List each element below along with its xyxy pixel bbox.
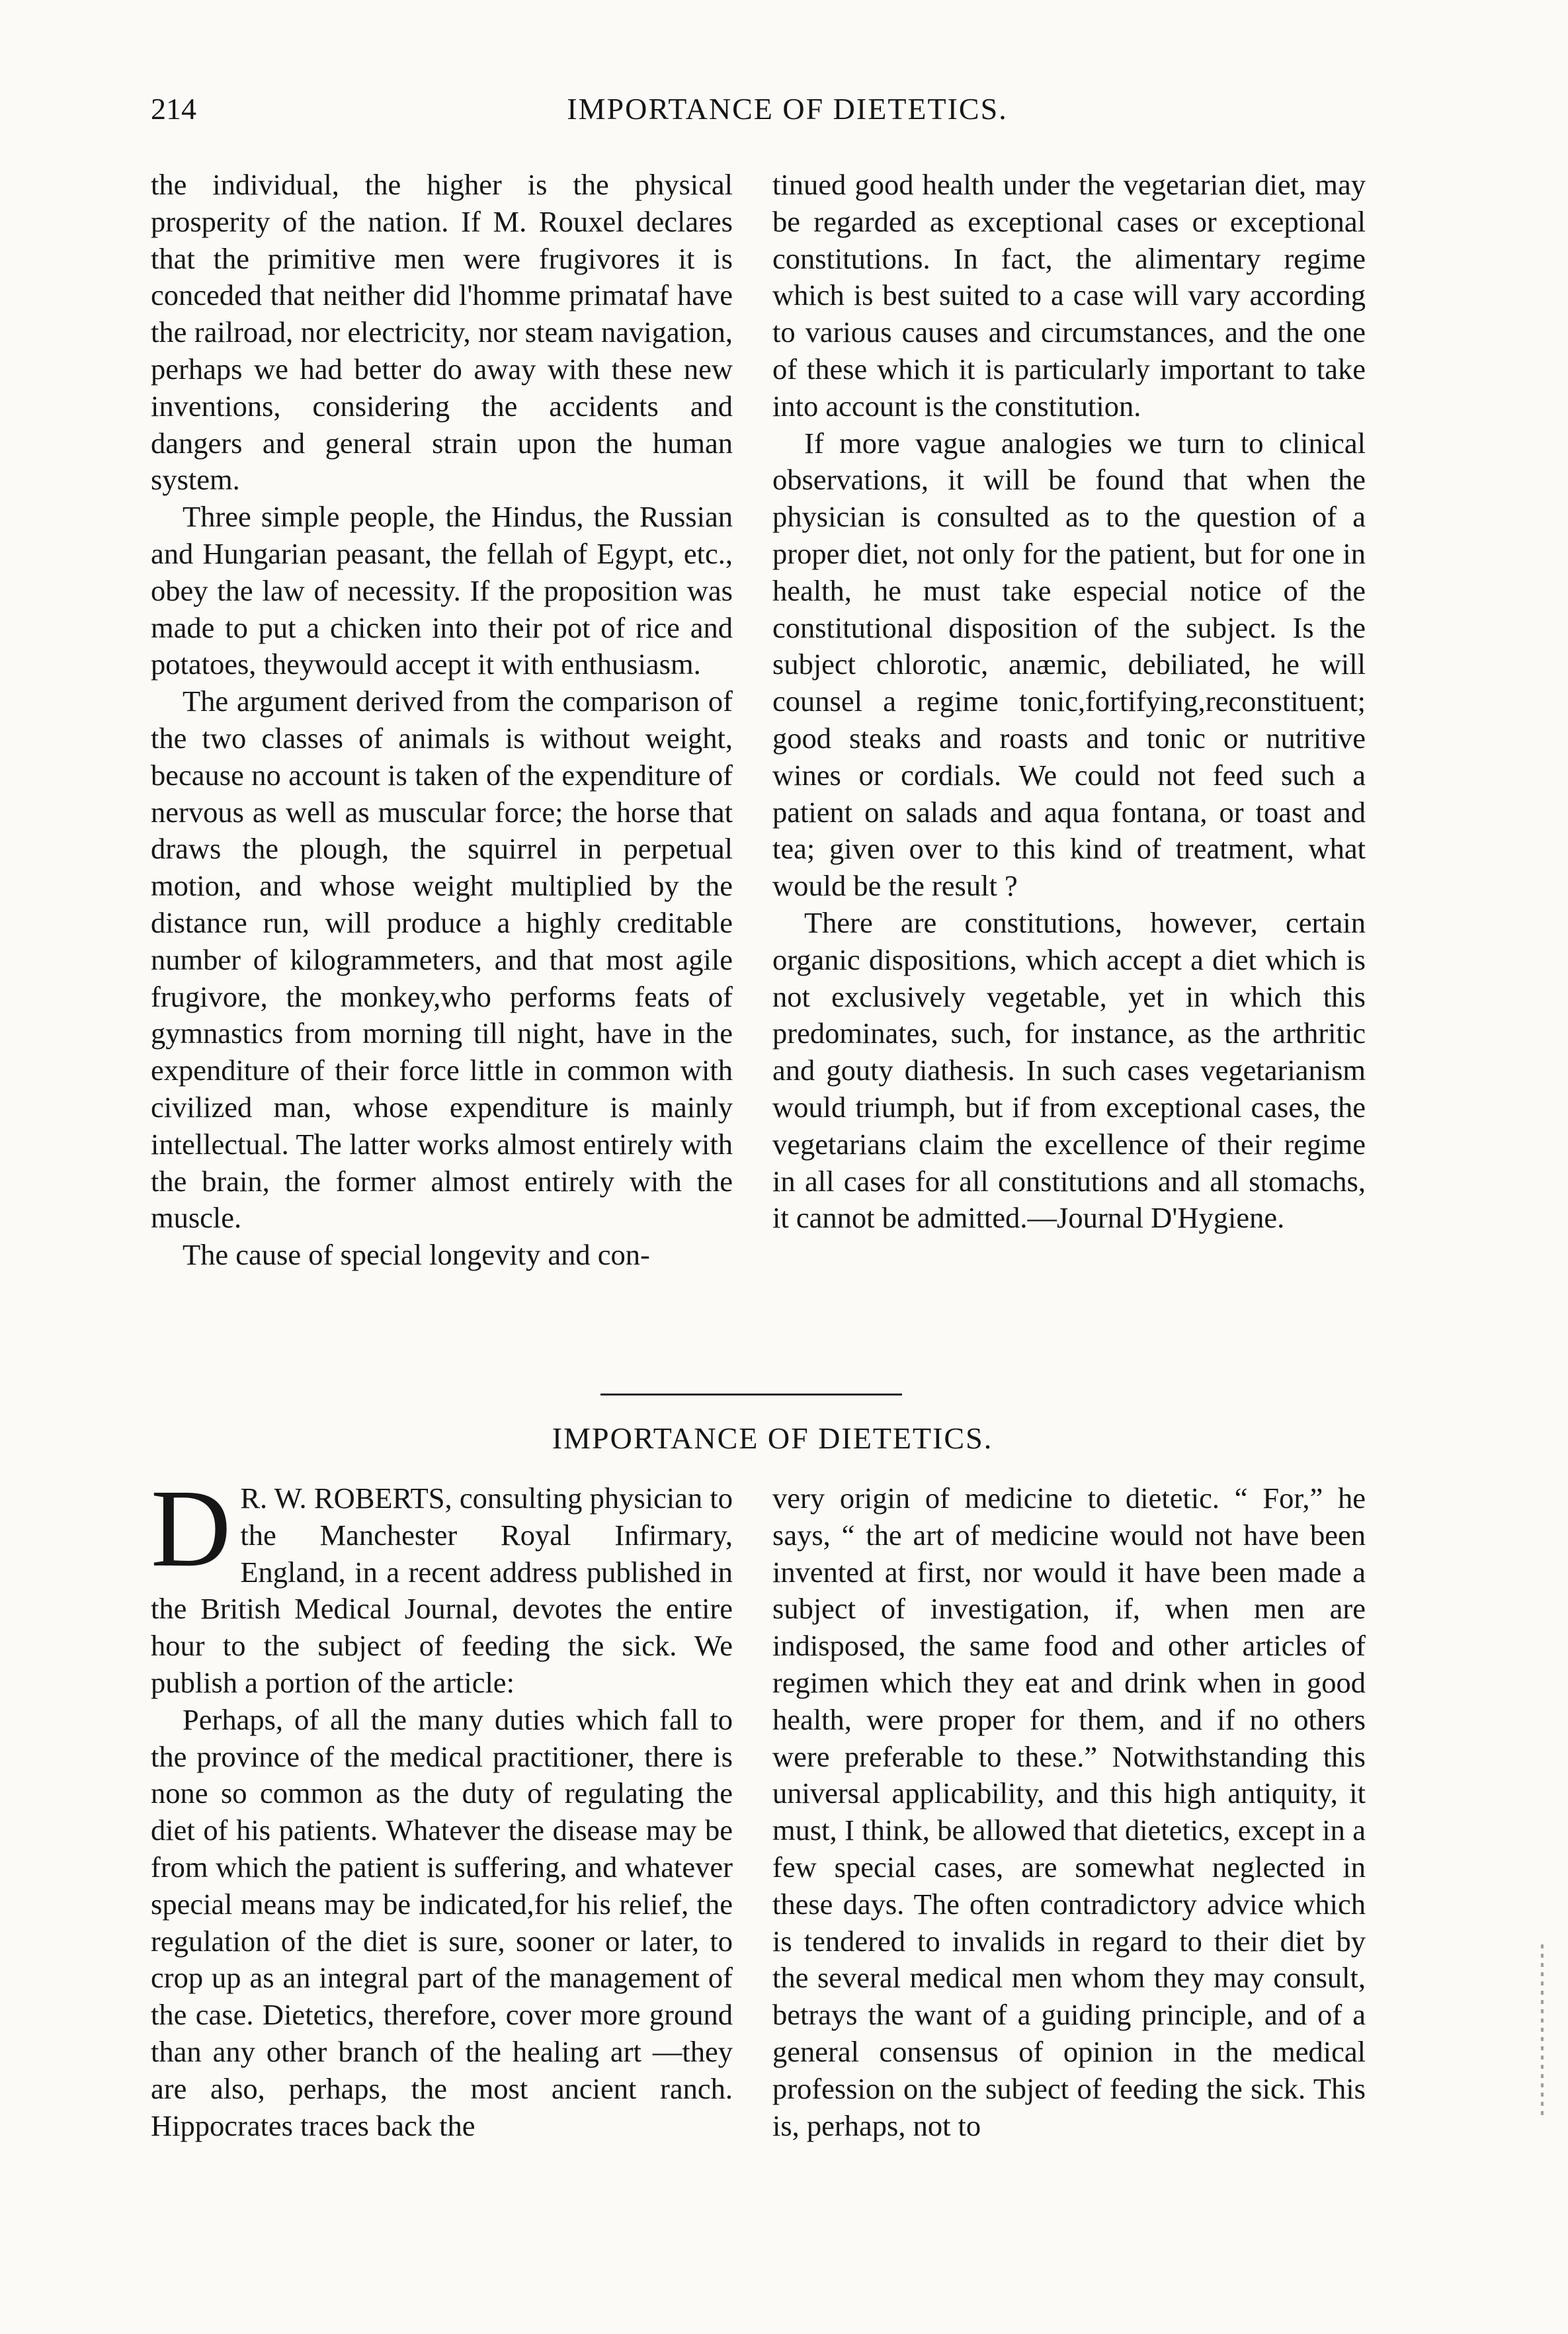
page-header	[151, 91, 1424, 138]
upper-right-column	[772, 167, 1366, 1237]
intro-paragraph	[151, 1467, 733, 1702]
paragraph: very origin of medicine to dietetic. “ For,” he says, “ the art of medicine would not have been invented at first, nor would it have been made a subject of investigation, if, when men are indisposed, the same food and other articles of regimen which they eat and drink when in good health, were proper for them, and if no others were preferable to these.” Notwithstanding this universal applicability, and this high antiquity, it must, I think, be allowed that dietetics, except in a few special cases, are somewhat neglected in these days. The often contradictory advice which is tendered to invalids in regard to their diet by the several medical men whom they may consult, betrays the want of a guiding principle, and of a general consensus of opinion in the medical profession on the subject of feeding the sick. This is, perhaps, not to	[772, 1481, 1366, 2142]
upper-left-column	[151, 167, 733, 1274]
paragraph: There are constitutions, however, certain organic dispositions, which accept a diet which is not exclusively vegetable, yet in which this predominates, such, for instance, as the arthritic and gouty diathesis. In such cases vegetarianism would triumph, but if from exceptional cases, the vegetarians claim the excellence of their regime in all cases for all constitutions and all stomachs, it cannot be admitted.—Journal D'Hygiene.	[772, 905, 1366, 1235]
paragraph: Perhaps, of all the many duties which fall to the province of the medical practitioner, there is none so common as the duty of regulating the diet of his patients. Whatever the disease may be from which the patient is suffering, and whatever special means may be indicated,for his relief, the regulation of the diet is sure, sooner or later, to crop up as an integral part of the management of the case. Dietetics, therefore, cover more ground than any other branch of the healing art —they are also, perhaps, the most ancient ranch. Hippocrates traces back the	[151, 1702, 733, 2142]
paragraph: If more vague analogies we turn to clinical observations, it will be found that when the physician is consulted as to the question of a proper diet, not only for the patient, but for one in health, he must take especial notice of the constitutional disposition of the subject. Is the subject chlorotic, anæmic, debiliated, he will counsel a regime tonic,fortifying,reconstituent; good steaks and roasts and tonic or nutritive wines or cordials. We could not feed such a patient on salads and aqua fontana, or toast and tea; given over to this kind of treatment, what would be the result ?	[772, 426, 1366, 903]
lower-left-column	[151, 1467, 733, 2144]
running-title: IMPORTANCE OF DIETETICS.	[567, 92, 1008, 126]
paragraph: The cause of special longevity and con-	[183, 1238, 650, 1272]
drop-cap: D	[151, 1467, 231, 1590]
section-divider	[600, 1394, 902, 1396]
paragraph: tinued good health under the vegetarian diet, may be regarded as exceptional cases or exceptional constitutions. In fact, the alimentary regime which is best suited to a case will vary according to various causes and circumstances, and the one of these which it is particularly important to take into account is the constitution.	[772, 168, 1366, 423]
margin-scan-mark	[1541, 1944, 1544, 2116]
paragraph: The argument derived from the comparison of the two classes of animals is without weight, because no account is taken of the expenditure of nervous as well as muscular force; the horse that draws the plough, the squirrel in perpetual motion, and whose weight multiplied by the distance run, will produce a highly creditable number of kilogrammeters, and that most agile frugivore, the monkey,who performs feats of gymnastics from morning till night, have in the expenditure of their force little in common with civilized man, whose expenditure is mainly intellectual. The latter works almost entirely with the brain, the former almost entirely with the muscle.	[151, 685, 733, 1235]
intro-text: R. W. ROBERTS, consulting physician to the Manchester Royal Infirmary, England, in a recent address published in the British Medical Journal, devotes the entire hour to the subject of feeding the sick. We publish a portion of the article:	[151, 1481, 733, 1699]
article-title: IMPORTANCE OF DIETETICS.	[552, 1421, 993, 1455]
lower-right-column	[772, 1480, 1366, 2144]
paragraph: Three simple people, the Hindus, the Russian and Hungarian peasant, the fellah of Egypt, etc., obey the law of necessity. If the proposition was made to put a chicken into their pot of rice and potatoes, theywould accept it with enthusiasm.	[151, 500, 733, 681]
page-number: 214	[151, 92, 196, 126]
paragraph: the individual, the higher is the physical prosperity of the nation. If M. Rouxel declares that the primitive men were frugivores it is conceded that neither did l'homme primataf have the railroad, nor electricity, nor steam navigation, perhaps we had better do away with these new inventions, considering the accidents and dangers and general strain upon the human system.	[151, 168, 733, 497]
